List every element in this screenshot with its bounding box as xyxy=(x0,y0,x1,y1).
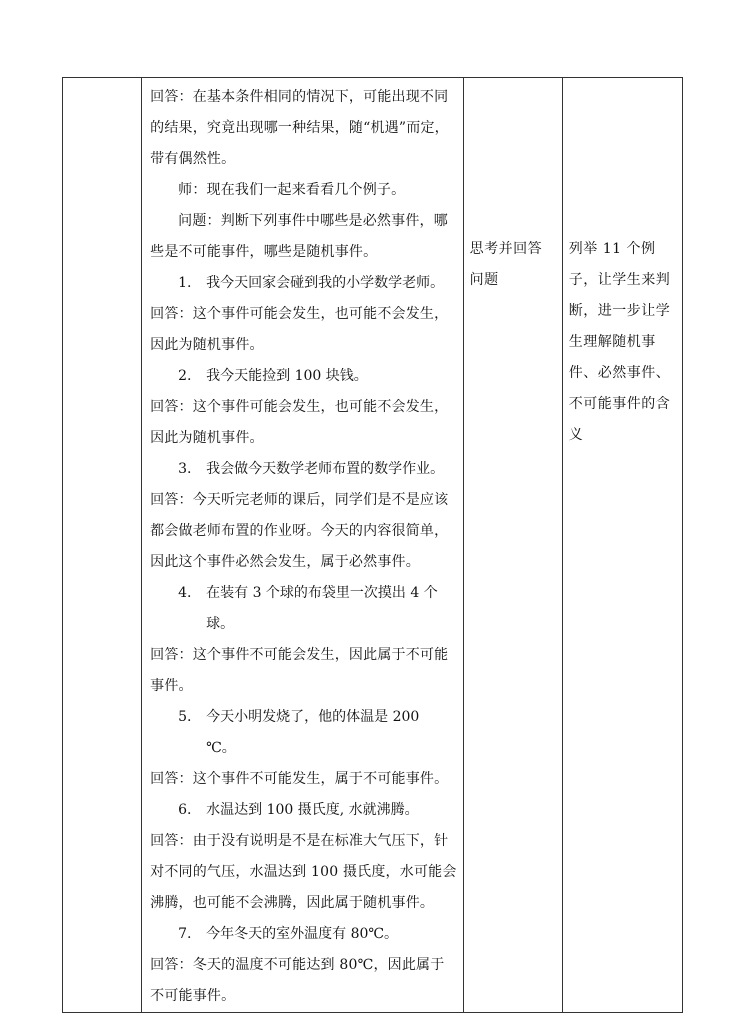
item-question: 今年冬天的室外温度有 80℃。 xyxy=(206,926,399,942)
design-intent-cell xyxy=(562,78,682,1013)
item-answer: 回答：这个事件可能会发生，也可能不会发生，因此为随机事件。 xyxy=(150,306,449,353)
answer-paragraph-intro: 回答：在基本条件相同的情况下，可能出现不同的结果，究竟出现哪一种结果，随“机遇”而定，带有偶然性。 xyxy=(150,89,449,167)
item-question: 我今天回家会碰到我的小学数学老师。 xyxy=(206,275,445,291)
item-number: 2. xyxy=(178,368,192,384)
list-item xyxy=(150,268,457,299)
question-prompt: 问题：判断下列事件中哪些是必然事件，哪些是不可能事件，哪些是随机事件。 xyxy=(150,213,448,260)
item-answer: 回答：今天听完老师的课后，同学们是不是应该都会做老师布置的作业呀。今天的内容很简单，因此这个事件必然会发生，属于必然事件。 xyxy=(150,492,449,570)
item-question: 在装有 3 个球的布袋里一次摸出 4 个球。 xyxy=(206,585,438,632)
student-activity-text: 思考并回答问题 xyxy=(469,241,543,288)
student-activity-cell xyxy=(463,78,562,1013)
item-number: 4. xyxy=(178,585,192,601)
item-number: 7. xyxy=(178,926,192,942)
item-answer: 回答：这个事件不可能会发生，因此属于不可能事件。 xyxy=(150,647,449,694)
item-number: 6. xyxy=(178,802,192,818)
list-item xyxy=(150,578,457,640)
lesson-plan-table xyxy=(62,77,683,1013)
item-question: 今天小明发烧了，他的体温是 200 ℃。 xyxy=(206,709,434,756)
item-answer: 回答：冬天的温度不可能达到 80℃，因此属于不可能事件。 xyxy=(150,957,445,1004)
list-item xyxy=(150,919,457,950)
item-question: 我今天能捡到 100 块钱。 xyxy=(206,368,368,384)
item-number: 5. xyxy=(178,709,192,725)
table-row xyxy=(63,78,683,1013)
teacher-statement: 师：现在我们一起来看看几个例子。 xyxy=(178,182,406,198)
item-question: 我会做今天数学老师布置的数学作业。 xyxy=(206,461,445,477)
item-number: 3. xyxy=(178,461,192,477)
list-item xyxy=(150,361,457,392)
item-question: 水温达到 100 摄氏度, 水就沸腾。 xyxy=(206,802,419,818)
list-item xyxy=(150,795,457,826)
item-number: 1. xyxy=(178,275,192,291)
item-answer: 回答：由于没有说明是不是在标准大气压下，针对不同的气压，水温达到 100 摄氏度，水可能会沸腾，也可能不会沸腾，因此属于随机事件。 xyxy=(150,833,457,911)
list-item xyxy=(150,454,457,485)
item-answer: 回答：这个事件可能会发生，也可能不会发生，因此为随机事件。 xyxy=(150,399,449,446)
item-answer: 回答：这个事件不可能发生，属于不可能事件。 xyxy=(150,771,449,787)
teaching-process-cell xyxy=(142,78,464,1013)
empty-cell xyxy=(63,78,142,1013)
list-item xyxy=(150,702,457,764)
design-intent-text: 列举 11 个例子，让学生来判断，进一步让学生理解随机事件、必然事件、不可能事件的含义 xyxy=(568,241,671,443)
